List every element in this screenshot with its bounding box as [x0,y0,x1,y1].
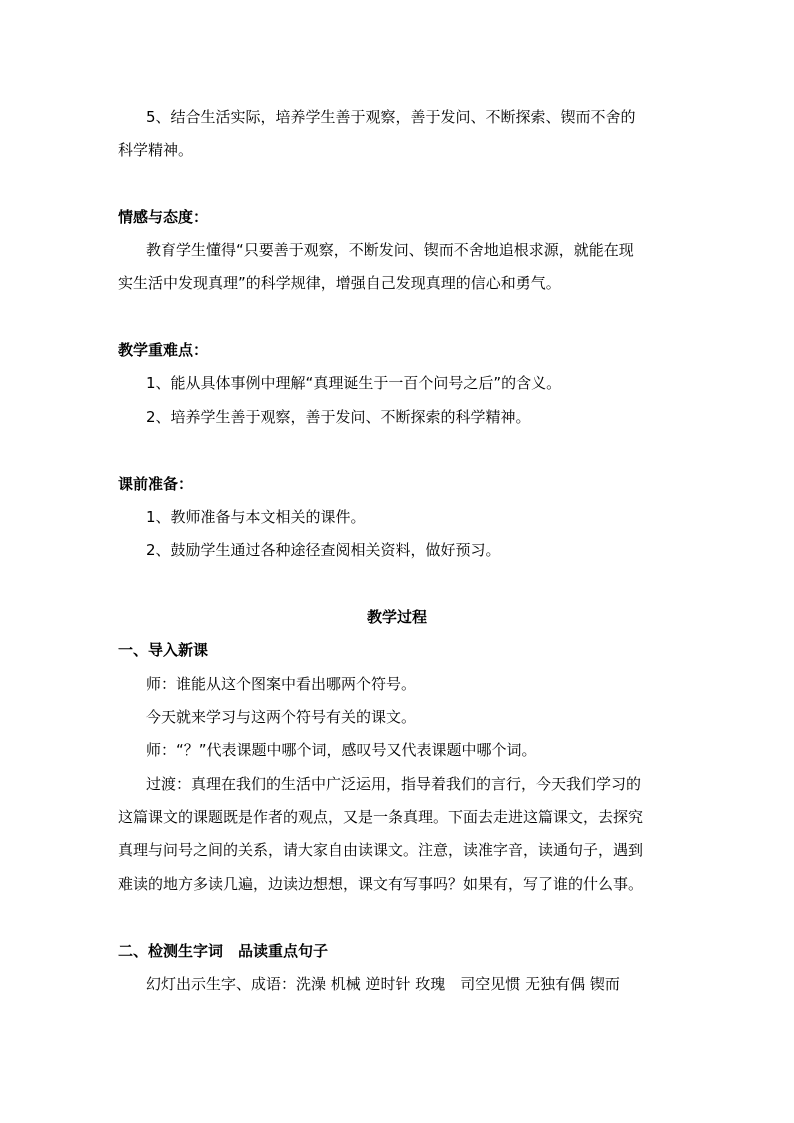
objective-5-line-1: 5、结合生活实际，培养学生善于观察，善于发问、不断探索、锲而不舍的 [146,108,636,126]
key-point-item: 2、培养学生善于观察，善于发问、不断探索的科学精神。 [146,408,531,426]
transition-line-2: 这篇课文的课题既是作者的观点，又是一条真理。下面去走进这篇课文，去探究 [118,808,644,826]
transition-line-1: 过渡：真理在我们的生活中广泛运用，指导着我们的言行，今天我们学习的 [146,775,642,793]
section-1-heading: 一、导入新课 [118,641,209,659]
preparation-item: 2、鼓励学生通过各种途径查阅相关资料，做好预习。 [146,541,501,559]
objective-5-line-2: 科学精神。 [118,141,194,159]
preparation-item: 1、教师准备与本文相关的课件。 [146,508,366,526]
process-title: 教学过程 [366,608,427,626]
key-point-item: 1、能从具体事例中理解“真理诞生于一百个问号之后”的含义。 [146,374,562,392]
key-points-heading: 教学重难点： [118,341,209,359]
section-2-line-1: 幻灯出示生字、成语：洗澡 机械 逆时针 玫瑰 司空见惯 无独有偶 锲而 [146,975,620,993]
section-1-line-3: 师：“？”代表课题中哪个词，感叹号又代表课题中哪个词。 [146,741,537,759]
emotion-line-1: 教育学生懂得“只要善于观察，不断发问、锲而不舍地追根求源，就能在现 [146,241,634,259]
emotion-heading: 情感与态度： [118,208,209,226]
section-2-heading: 二、检测生字词 品读重点句子 [118,942,329,960]
transition-line-4: 难读的地方多读几遍，边读边想想，课文有写事吗？如果有，写了谁的什么事。 [118,875,644,893]
transition-line-3: 真理与问号之间的关系，请大家自由读课文。注意，读准字音，读通句子，遇到 [118,841,644,859]
preparation-heading: 课前准备： [118,475,194,493]
emotion-line-2: 实生活中发现真理”的科学规律，增强自己发现真理的信心和勇气。 [118,274,561,292]
section-1-line-1: 师：谁能从这个图案中看出哪两个符号。 [146,675,417,693]
section-1-line-2: 今天就来学习与这两个符号有关的课文。 [146,708,417,726]
